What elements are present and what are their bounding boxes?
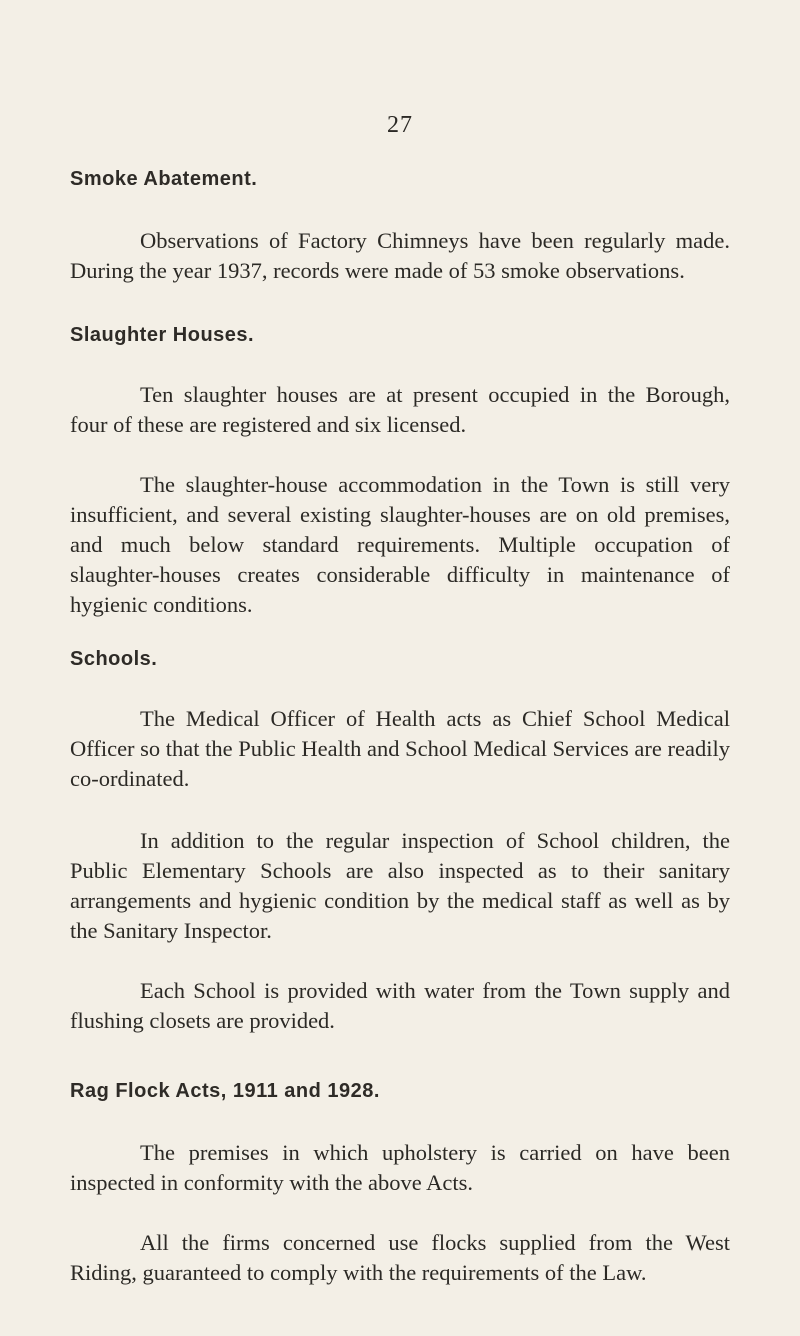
paragraph-school-inspection: In addition to the regular inspection of School children, the Public Elementary Schools are also inspected as to their sanitary arrangements and hygienic condition by the medical staff as well as by the Sanitary Inspector.	[70, 828, 730, 943]
section-heading-schools: Schools.	[70, 648, 158, 670]
paragraph-upholstery-premises: The premises in which upholstery is carried on have been inspected in conformity with the above Acts.	[70, 1140, 730, 1195]
paragraph-slaughter-house-accommodation: The slaughter-house accommodation in the Town is still very insufficient, and several existing slaughter-houses are on old premises, and much below standard requirements. Multiple occupation of slaughter-houses creates considerable difficulty in maintenance of hygienic conditions.	[70, 472, 730, 617]
section-heading-smoke-abatement: Smoke Abatement.	[70, 168, 258, 190]
paragraph-smoke-observations: Observations of Factory Chimneys have been regularly made. During the year 1937, records were made of 53 smoke observations.	[70, 228, 730, 283]
paragraph-slaughter-houses-count: Ten slaughter houses are at present occupied in the Borough, four of these are registered and six licensed.	[70, 382, 730, 437]
paragraph-flocks-supplied: All the firms concerned use flocks supplied from the West Riding, guaranteed to comply with the requirements of the Law.	[70, 1230, 730, 1285]
paragraph-water-supply: Each School is provided with water from the Town supply and flushing closets are provided.	[70, 978, 730, 1033]
page-number: 27	[387, 112, 413, 138]
section-heading-rag-flock-acts: Rag Flock Acts, 1911 and 1928.	[70, 1080, 380, 1102]
section-heading-slaughter-houses: Slaughter Houses.	[70, 324, 255, 346]
paragraph-medical-officer: The Medical Officer of Health acts as Chief School Medical Officer so that the Public Health and School Medical Services are readily co-ordinated.	[70, 706, 730, 791]
